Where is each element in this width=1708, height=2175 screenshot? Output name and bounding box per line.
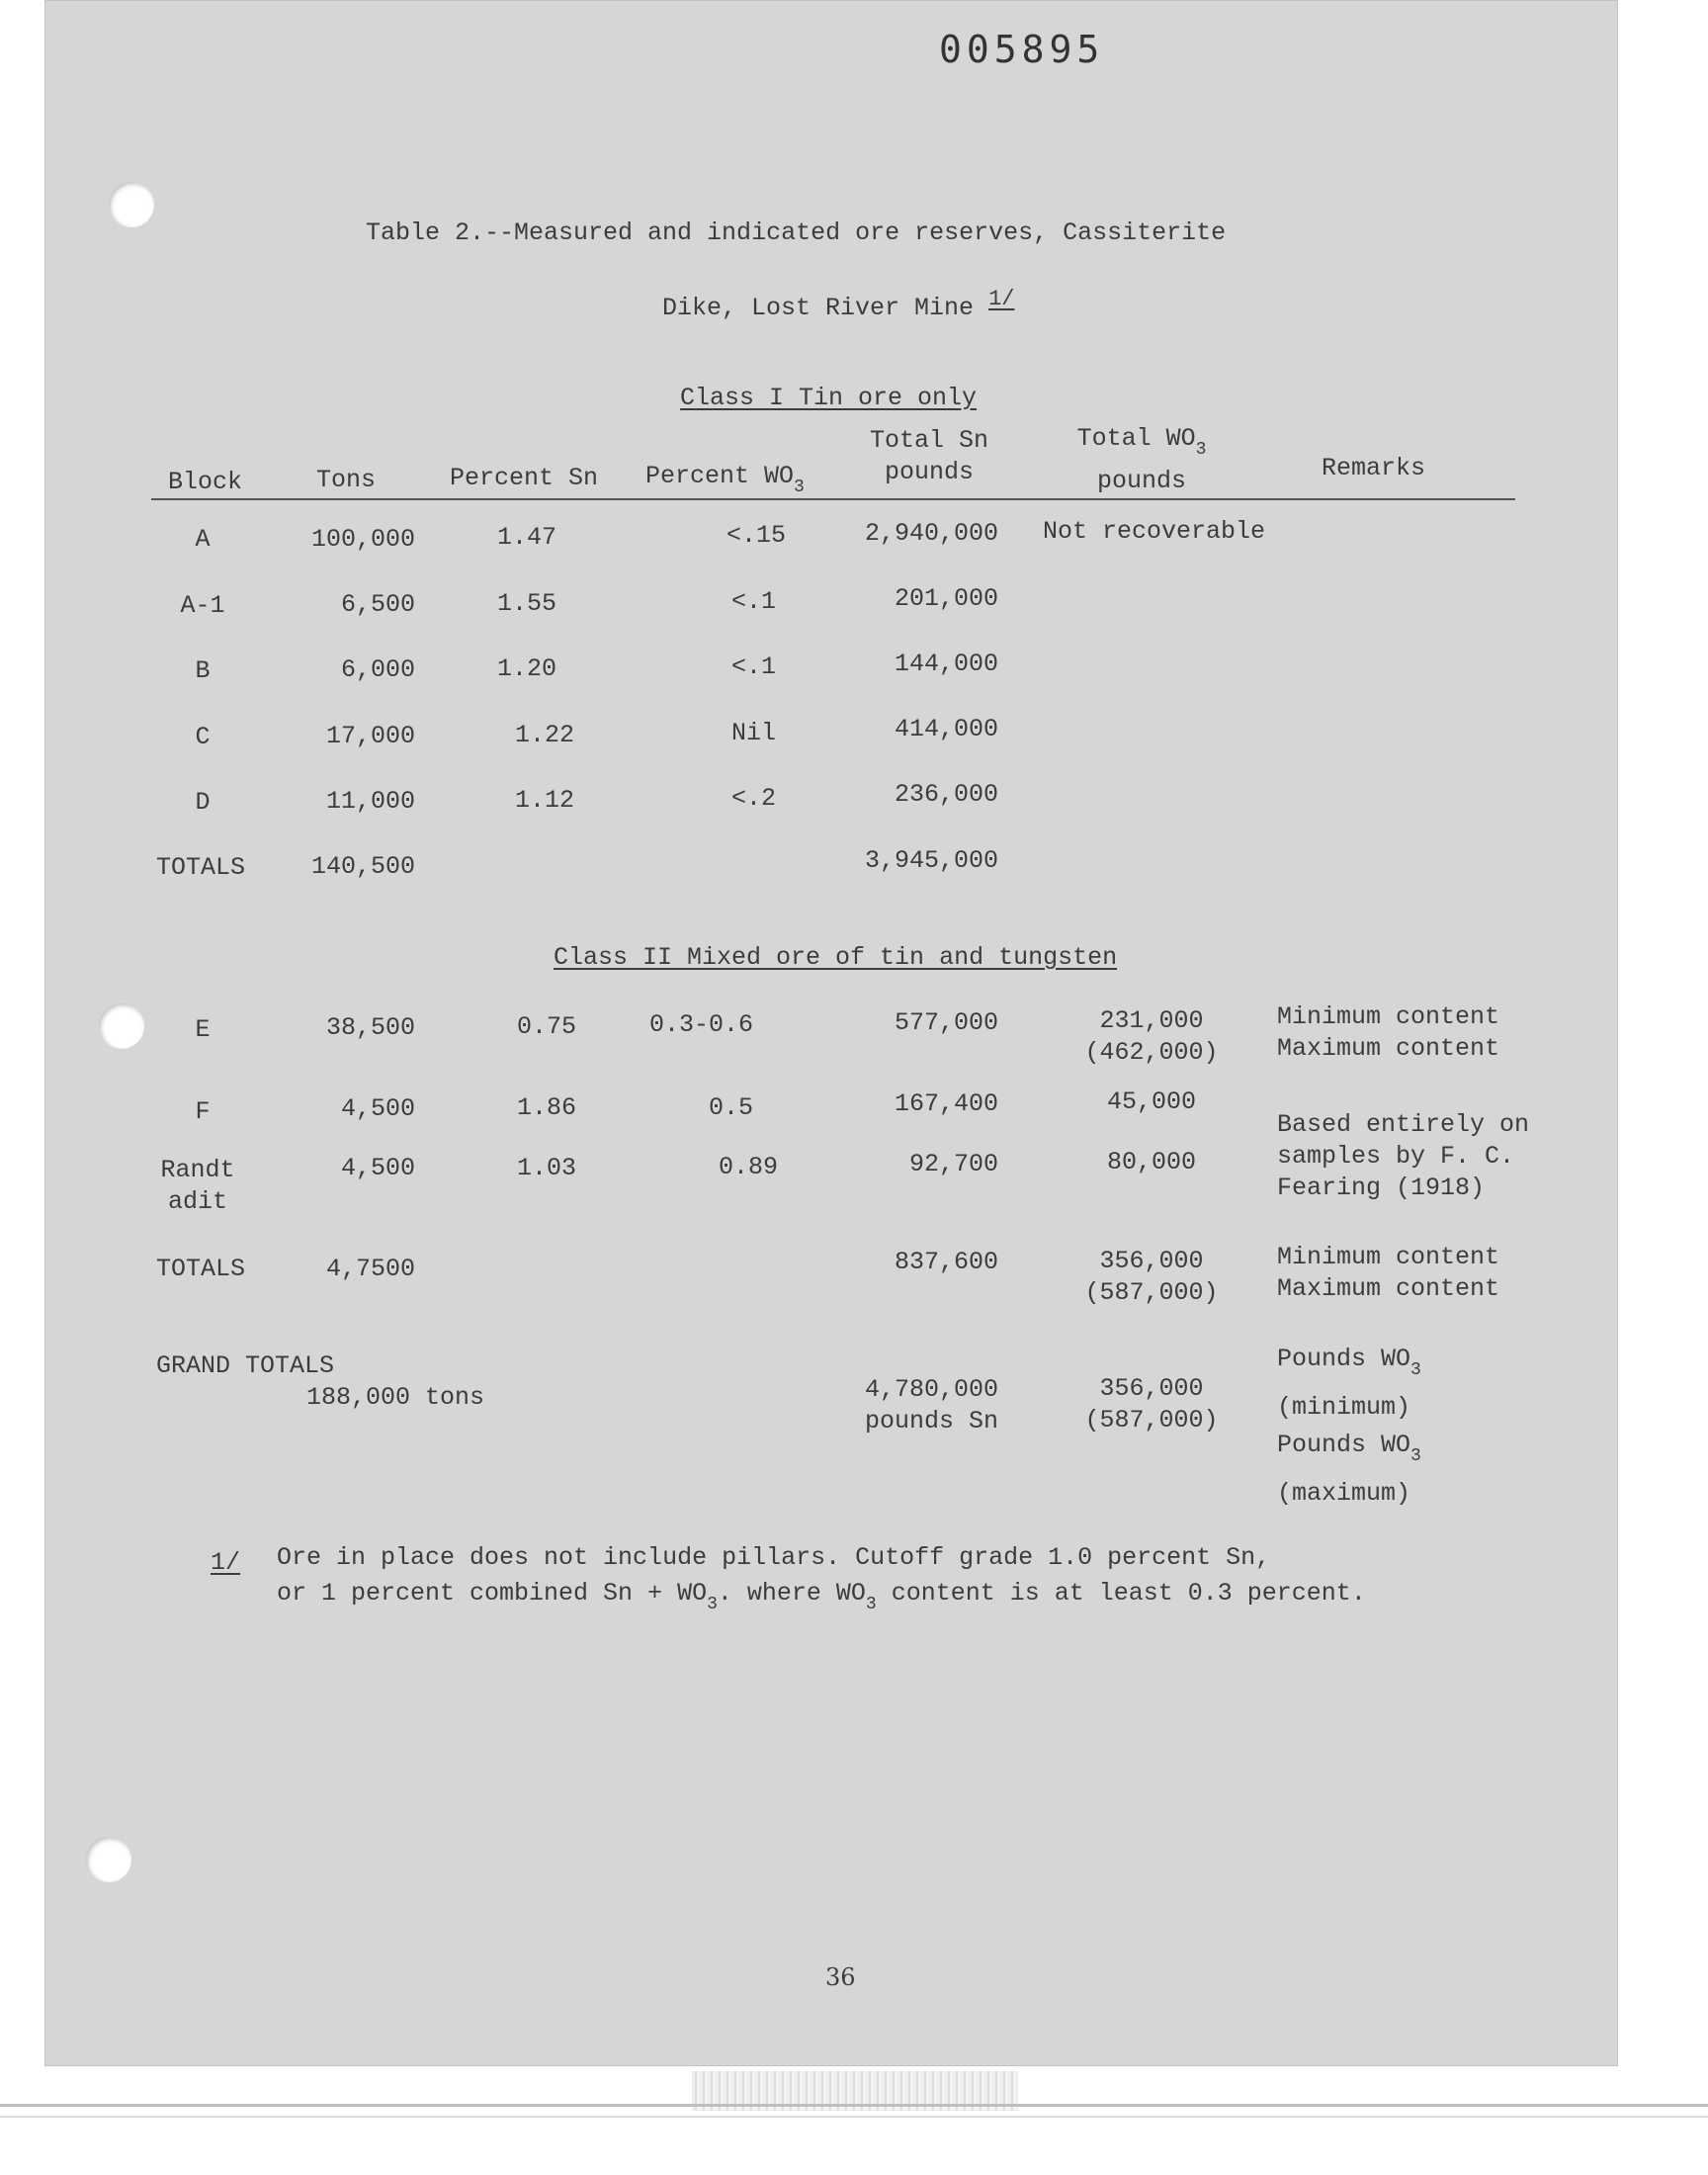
cell-percent-wo3: Nil (730, 719, 776, 747)
cell-total-sn: 167,400 (894, 1089, 998, 1118)
cell-total-wo3: Not recoverable (1043, 517, 1266, 546)
cell-block: D (195, 788, 211, 817)
cell-total-sn: 577,000 (894, 1008, 998, 1037)
cell-total-sn: 144,000 (894, 650, 998, 678)
cell-percent-sn: 1.12 (515, 786, 575, 815)
cell-totals-label: TOTALS (156, 1255, 246, 1283)
cell-remarks: Minimum content Maximum content (1277, 1243, 1500, 1303)
table-title-line2: Dike, Lost River Mine 1/ (662, 287, 1015, 322)
header-percent-sn: Percent Sn (450, 464, 599, 492)
cell-total-wo3: 231,000 (462,000) (1084, 1006, 1219, 1067)
cell-total-sn: 2,940,000 (864, 519, 998, 548)
cell-percent-wo3: <.15 (726, 521, 786, 550)
class2-heading: Class II Mixed ore of tin and tungsten (554, 943, 1118, 972)
cell-tons: 11,000 (325, 787, 415, 816)
cell-total-sn: 414,000 (894, 715, 998, 743)
cell-percent-wo3: <.1 (730, 652, 776, 681)
cell-percent-wo3: 0.89 (719, 1153, 779, 1181)
cell-total-wo3: 80,000 (1106, 1148, 1196, 1176)
cell-total-sn: 3,945,000 (864, 846, 998, 875)
grand-totals-label: GRAND TOTALS (156, 1351, 335, 1380)
cell-total-sn: 837,600 (894, 1248, 998, 1276)
cell-block: A (195, 525, 211, 554)
header-percent-wo3: Percent $WO_3$ (645, 462, 805, 497)
cell-percent-sn: 1.03 (517, 1154, 577, 1182)
scan-edge-line (0, 2104, 1708, 2107)
cell-percent-sn: 1.22 (515, 721, 575, 749)
cell-tons: 38,500 (325, 1013, 415, 1042)
cell-percent-wo3: 0.3-0.6 (649, 1010, 754, 1039)
cell-block: C (195, 723, 211, 751)
cell-percent-sn: 1.86 (517, 1093, 577, 1122)
footnote-line1: Ore in place does not include pillars. Cutoff grade 1.0 percent Sn, (277, 1543, 1271, 1572)
cell-tons: 17,000 (325, 722, 415, 750)
cell-percent-wo3: 0.5 (709, 1093, 754, 1122)
header-block: Block (168, 468, 243, 496)
cell-tons: 4,7500 (325, 1255, 415, 1283)
header-total-sn: Total Sn pounds (869, 426, 989, 486)
cell-total-sn: 92,700 (908, 1150, 998, 1178)
cell-block: B (195, 656, 211, 685)
cell-tons: 100,000 (310, 525, 415, 554)
header-rule (151, 498, 1515, 500)
cell-tons: 140,500 (310, 852, 415, 881)
grand-totals-tons: 188,000 tons (306, 1383, 485, 1412)
cell-tons: 4,500 (340, 1094, 415, 1123)
cell-percent-wo3: <.2 (730, 784, 776, 813)
footnote-ref: 1/ (211, 1548, 241, 1577)
grand-totals-remarks: Pounds $WO_3$ (minimum) Pounds $WO_3$ (maximum) (1277, 1345, 1421, 1508)
grand-totals-sn: 4,780,000 pounds Sn (864, 1375, 998, 1436)
punch-hole-middle (99, 1003, 144, 1049)
scan-edge-line-secondary (0, 2116, 1708, 2118)
cell-percent-sn: 1.20 (497, 654, 557, 683)
cell-block: Randt adit (160, 1156, 235, 1216)
cell-remarks: Based entirely on samples by F. C. Fearing (1918) (1277, 1110, 1530, 1202)
page-number: 36 (825, 1963, 856, 1991)
footnote-line2: or 1 percent combined $Sn + WO_3$. where $WO_3$ content is at least 0.3 percent. (277, 1579, 1366, 1614)
cell-block: A-1 (180, 591, 225, 620)
grand-totals-wo3: 356,000 (587,000) (1084, 1374, 1219, 1435)
cell-tons: 4,500 (340, 1154, 415, 1182)
cell-totals-label: TOTALS (156, 853, 246, 882)
cell-percent-sn: 1.47 (497, 523, 557, 552)
table-title-line1: Table 2.--Measured and indicated ore reserves, Cassiterite (366, 218, 1227, 247)
punch-hole-bottom (86, 1837, 131, 1882)
header-remarks: Remarks (1322, 454, 1426, 482)
cell-total-sn: 201,000 (894, 584, 998, 613)
cell-tons: 6,000 (340, 655, 415, 684)
class1-heading: Class I Tin ore only (680, 384, 978, 412)
document-number: 005895 (939, 28, 1105, 71)
cell-percent-sn: 1.55 (497, 589, 557, 618)
cell-total-wo3: 356,000 (587,000) (1084, 1247, 1219, 1307)
cell-block: E (195, 1015, 211, 1044)
cell-total-wo3: 45,000 (1106, 1088, 1196, 1116)
header-tons: Tons (316, 466, 377, 494)
cell-percent-sn: 0.75 (517, 1012, 577, 1041)
cell-remarks: Minimum content Maximum content (1277, 1002, 1500, 1063)
cell-block: F (195, 1097, 211, 1126)
cell-tons: 6,500 (340, 590, 415, 619)
punch-hole-top (109, 182, 154, 227)
cell-total-sn: 236,000 (894, 780, 998, 809)
cell-percent-wo3: <.1 (730, 587, 776, 616)
scanned-page (44, 0, 1618, 2066)
header-total-wo3: Total $WO_3$ pounds (1076, 424, 1207, 495)
